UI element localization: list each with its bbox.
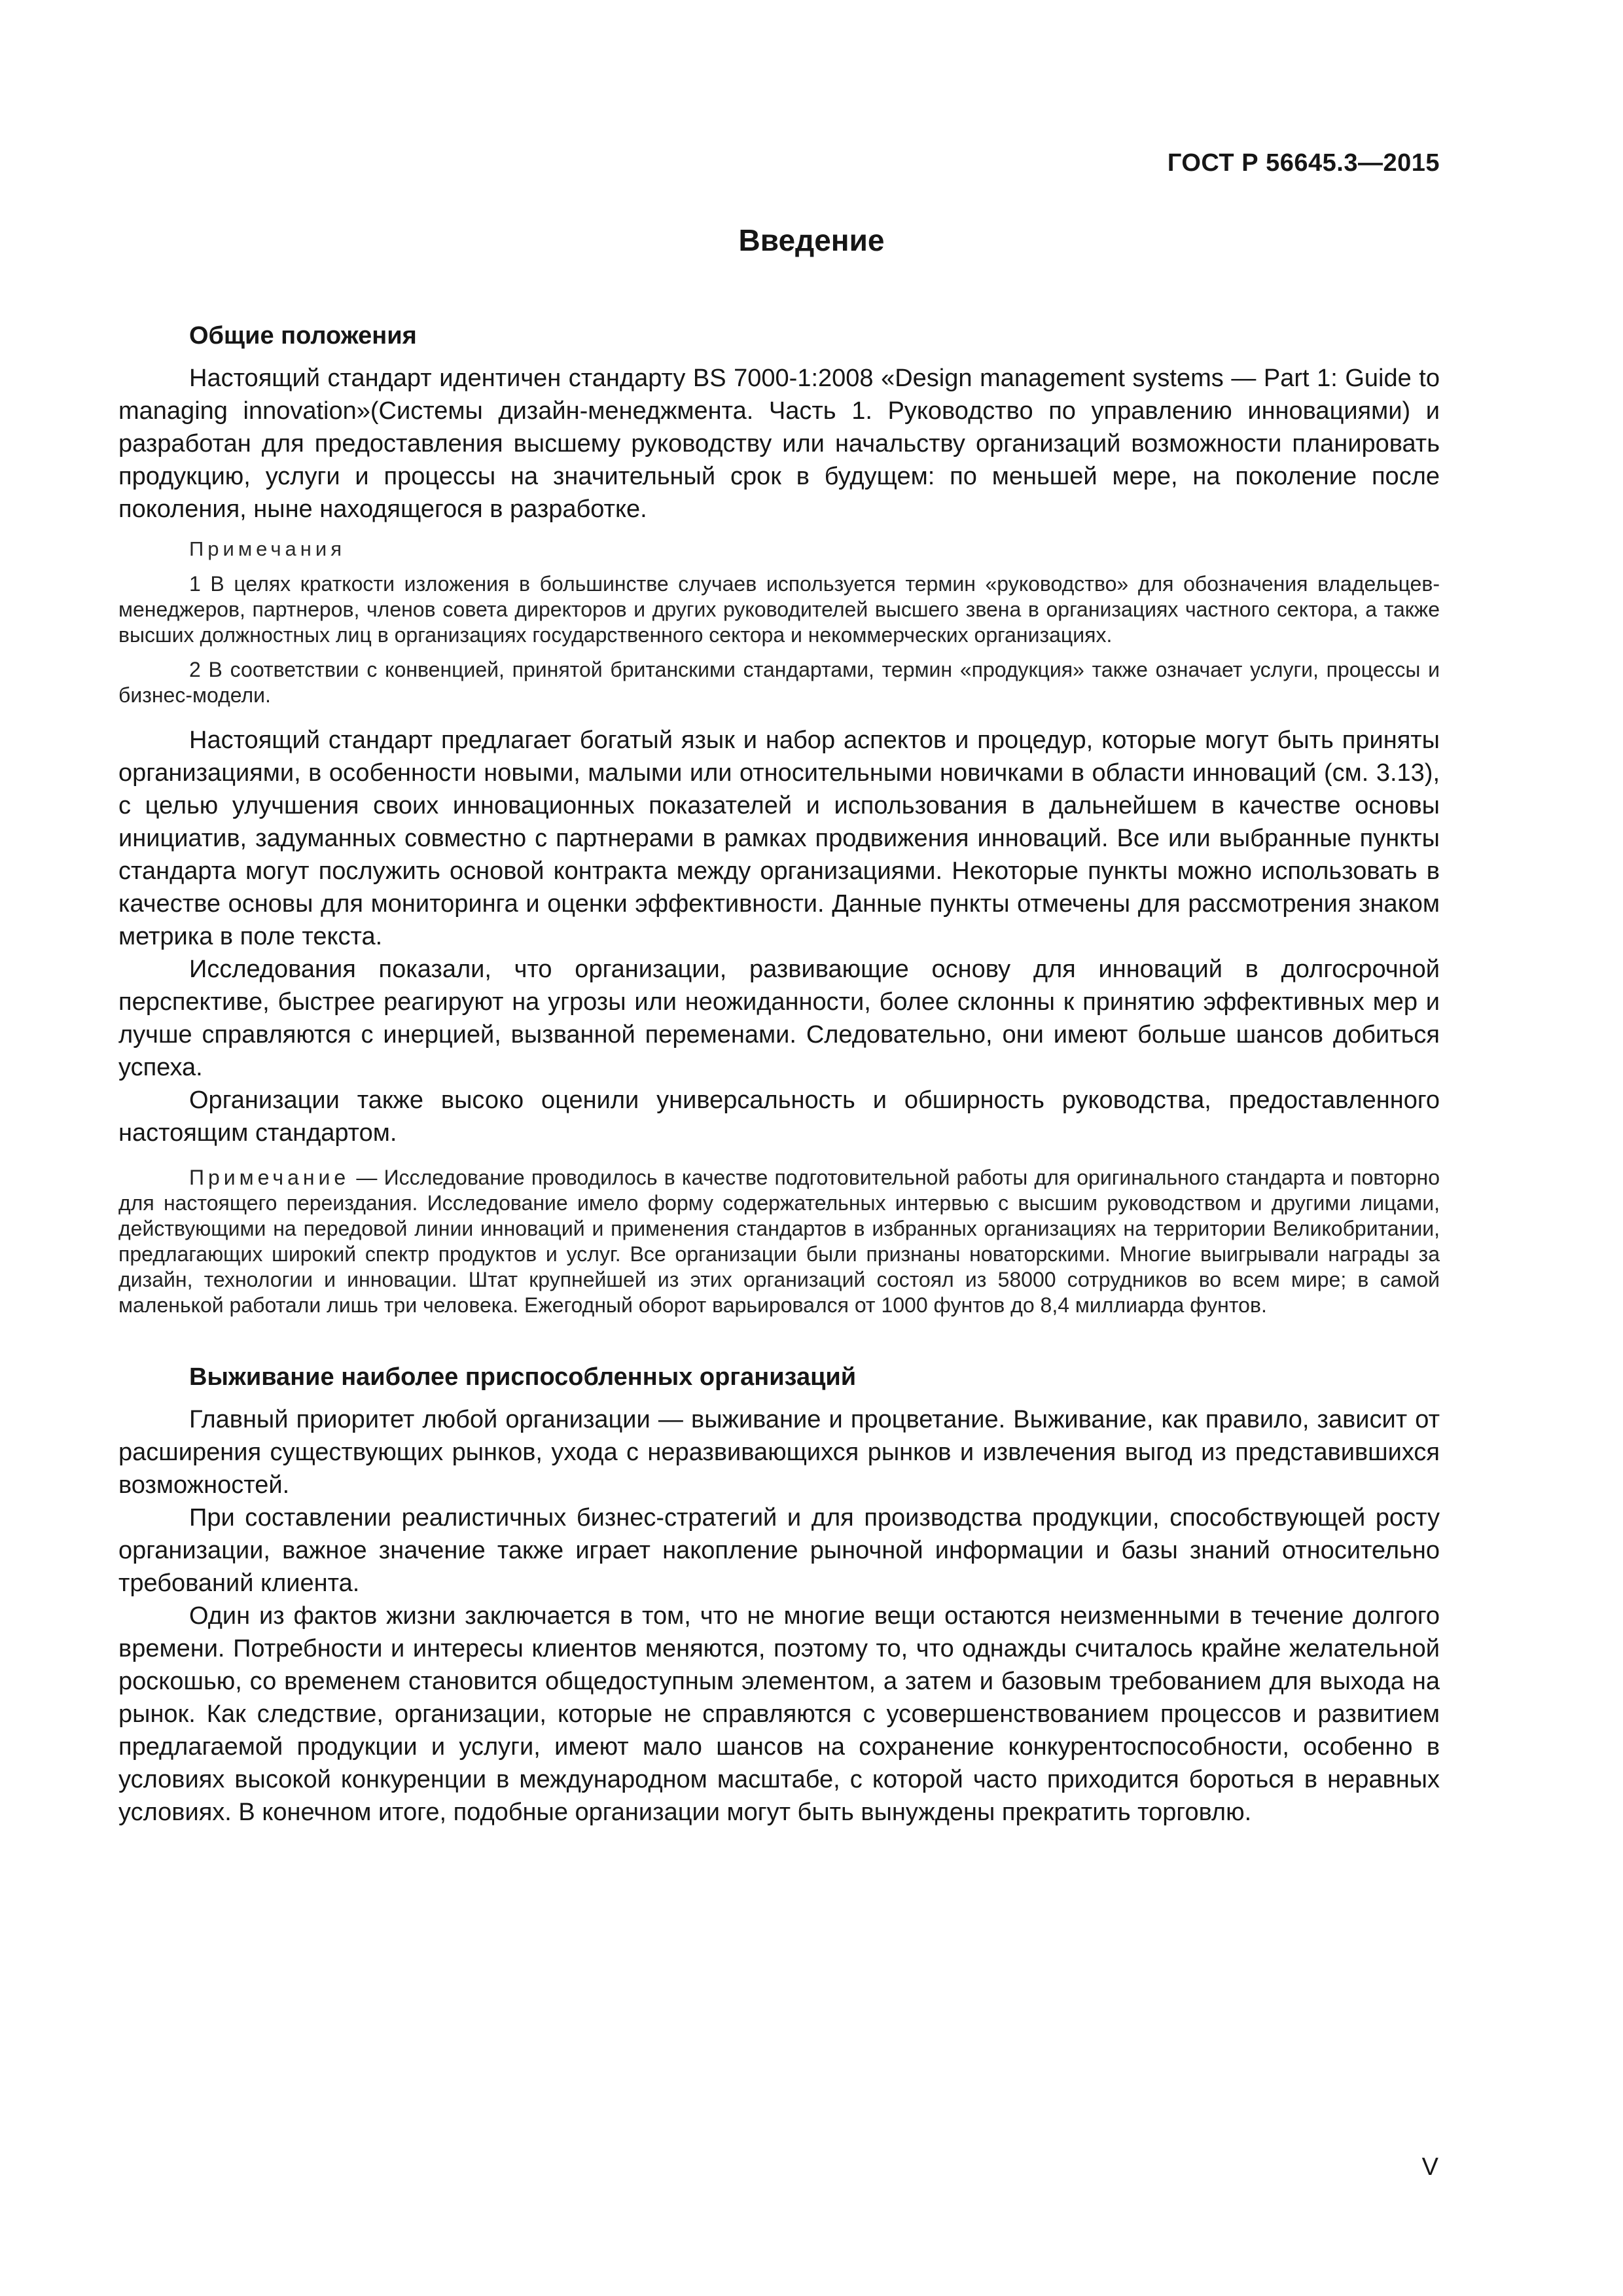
section-heading-survival: Выживание наиболее приспособленных организаций bbox=[189, 1363, 857, 1391]
paragraph-priority: Главный приоритет любой организации — выживание и процветание. Выживание, как правило, зависит от расширения существующих рынков, ухода с неразвивающихся рынков и извлечения выгод из представившихся возможностей. bbox=[118, 1406, 1440, 1499]
note-label-inline: Примечание bbox=[189, 1166, 350, 1189]
document-body bbox=[118, 319, 1440, 1829]
section-heading-general: Общие положения bbox=[189, 322, 417, 350]
paragraph-research: Исследования показали, что организации, развивающие основу для инноваций в долгосрочной перспективе, быстрее реагируют на угрозы или неожиданности, более склонны к принятию эффективных мер и лучше справляются с инерцией, вызванной переменами. Следовательно, они имеют больше шансов добиться успеха. bbox=[118, 956, 1440, 1081]
note-research bbox=[118, 1165, 1440, 1318]
paragraph-strategies: При составлении реалистичных бизнес-стратегий и для производства продукции, способствующей росту организации, важное значение также играет накопление рыночной информации и базы знаний относительно требований клиента. bbox=[118, 1504, 1440, 1597]
notes-label: Примечания bbox=[189, 537, 346, 560]
page-title: Введение bbox=[738, 223, 885, 257]
note-1: 1 В целях краткости изложения в большинстве случаев используется термин «руководство» для обозначения владельцев-менеджеров, партнеров, членов совета директоров и других руководителей высшего звена в организациях частного сектора, а также высших должностных лиц в организациях государственного сектора и некоммерческих организациях. bbox=[118, 572, 1440, 647]
paragraph-language: Настоящий стандарт предлагает богатый язык и набор аспектов и процедур, которые могут быть приняты организациями, в особенности новыми, малыми или относительными новичками в области инноваций (см. 3.13), с целью улучшения своих инновационных показателей и использования в дальнейшем в качестве основы инициатив, задуманных совместно с партнерами в рамках продвижения инноваций. Все или выбранные пункты стандарта могут послужить основой контракта между организациями. Некоторые пункты можно использовать в качестве основы для мониторинга и оценки эффективности. Данные пункты отмечены для рассмотрения знаком метрика в поле текста. bbox=[118, 726, 1440, 950]
page-number: V bbox=[1421, 2153, 1438, 2181]
paragraph-intro: Настоящий стандарт идентичен стандарту BS 7000-1:2008 «Design management systems — Part 1: Guide to managing innovation»(Системы дизайн-менеджмента. Часть 1. Руководство по управлению инновациями) и разработан для предоставления высшему руководству или начальству организаций возможности планировать продукцию, услуги и процессы на значительный срок в будущем: по меньшей мере, на поколение после поколения, ныне находящегося в разработке. bbox=[118, 365, 1440, 523]
note-research-text: — Исследование проводилось в качестве подготовительной работы для оригинального стандарта и повторно для настоящего переиздания. Исследование имело форму содержательных интервью с высшим руководством и другими лицами, действующими на передовой линии инноваций и применения стандартов в избранных организациях на территории Великобритании, предлагающих широкий спектр продуктов и услуг. Все организации были признаны новаторскими. Многие выигрывали награды за дизайн, технологии и инновации. Штат крупнейшей из этих организаций состоял из 58000 сотрудников во всем мире; в самой маленькой работали лишь три человека. Ежегодный оборот варьировался от 1000 фунтов до 8,4 миллиарда фунтов. bbox=[118, 1166, 1440, 1317]
document-code: ГОСТ Р 56645.3—2015 bbox=[1167, 149, 1440, 177]
paragraph-facts: Один из фактов жизни заключается в том, что не многие вещи остаются неизменными в течение долгого времени. Потребности и интересы клиентов меняются, поэтому то, что однажды считалось крайне желательной роскошью, со временем становится общедоступным элементом, а затем и базовым требованием для выхода на рынок. Как следствие, организации, которые не справляются с усовершенствованием процессов и развитием предлагаемой продукции и услуги, имеют мало шансов на сохранение конкурентоспособности, особенно в условиях высокой конкуренции в международном масштабе, с которой часто приходится бороться в неравных условиях. В конечном итоге, подобные организации могут быть вынуждены прекратить торговлю. bbox=[118, 1602, 1440, 1826]
paragraph-appreciation: Организации также высоко оценили универсальность и обширность руководства, предоставленного настоящим стандартом. bbox=[118, 1086, 1440, 1147]
note-2: 2 В соответствии с конвенцией, принятой британскими стандартами, термин «продукция» также означает услуги, процессы и бизнес-модели. bbox=[118, 658, 1440, 707]
